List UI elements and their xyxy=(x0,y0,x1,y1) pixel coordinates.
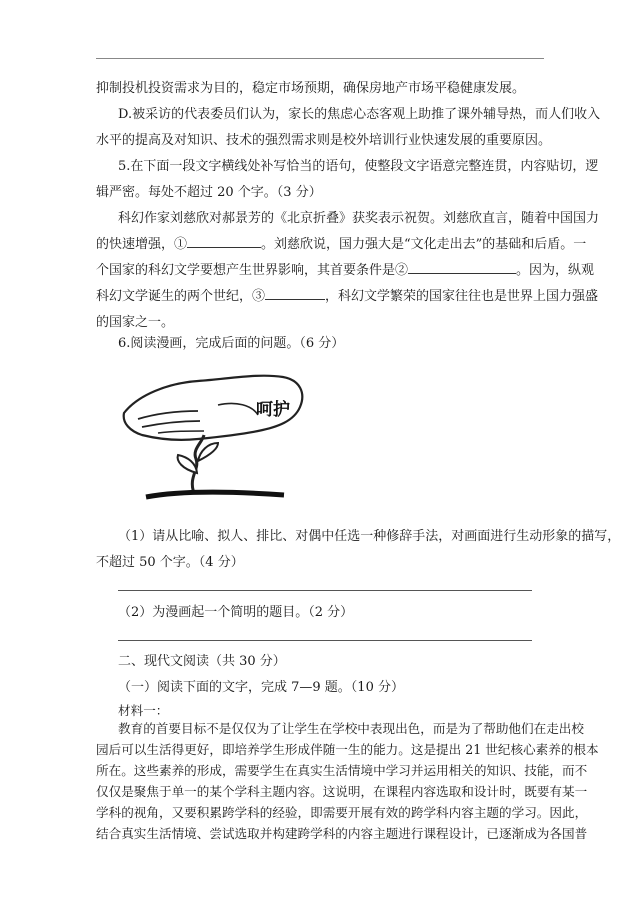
passage-text: ，科幻文学繁荣的国家往往也是世界上国力强盛 xyxy=(325,289,599,304)
question-6-2: （2）为漫画起一个简明的题目。（2 分） xyxy=(118,605,354,620)
question-5-line-2: 辑严密。每处不超过 20 个字。（3 分） xyxy=(96,185,322,200)
material-line-2: 园后可以生活得更好，即培养学生形成伴随一生的能力。这是提出 21 世纪核心素养的根本 xyxy=(96,742,599,757)
section-2-1-heading: （一）阅读下面的文字，完成 7—9 题。（10 分） xyxy=(118,680,404,695)
passage-line-4 xyxy=(96,284,599,310)
cartoon-word: 呵护 xyxy=(256,400,290,419)
passage-text: 的快速增强，① xyxy=(96,237,188,252)
question-6-1-line-2: 不超过 50 个字。（4 分） xyxy=(96,555,244,570)
fill-blank-3[interactable] xyxy=(265,285,325,300)
passage-line-3 xyxy=(96,258,595,284)
option-d-line-1: D.被采访的代表委员们认为，家长的焦虑心态客观上助推了课外辅导热，而人们收入 xyxy=(118,107,601,122)
answer-line-1[interactable] xyxy=(118,590,532,591)
question-6: 6.阅读漫画，完成后面的问题。（6 分） xyxy=(118,336,345,351)
passage-line-5: 的国家之一。 xyxy=(96,315,175,330)
passage-line-1: 科幻作家刘慈欣对郝景芳的《北京折叠》获奖表示祝贺。刘慈欣直言，随着中国国力 xyxy=(118,211,600,226)
material-line-4: 仅仅是聚焦于单一的某个学科主题内容。这说明，在课程内容选取和设计时，既要有某一 xyxy=(96,784,588,799)
cartoon-image xyxy=(118,365,308,515)
fill-blank-2[interactable] xyxy=(408,259,516,274)
plant-leaf xyxy=(198,443,218,461)
material-line-5: 学科的视角，又要积累跨学科的经验，即需要开展有效的跨学科内容主题的学习。因此， xyxy=(96,805,588,820)
material-line-6: 结合真实生活情境、尝试选取并构建跨学科的内容主题进行课程设计，已逐渐成为各国普 xyxy=(96,826,588,841)
question-6-1-line-1: （1）请从比喻、拟人、排比、对偶中任选一种修辞手法，对画面进行生动形象的描写， xyxy=(118,529,621,544)
material-line-3: 所在。这些素养的形成，需要学生在真实生活情境中学习并运用相关的知识、技能，而不 xyxy=(96,763,588,778)
text-line: 抑制投机投资需求为目的，稳定市场预期，确保房地产市场平稳健康发展。 xyxy=(96,81,526,96)
passage-text: 。因为，纵观 xyxy=(516,263,595,278)
ground xyxy=(146,492,284,497)
option-d-line-2: 水平的提高及对知识、技术的强烈需求则是校外培训行业快速发展的重要原因。 xyxy=(96,133,552,148)
passage-text: 。刘慈欣说，国力强大是“文化走出去”的基础和后盾。一 xyxy=(261,237,587,252)
material-1-label: 材料一： xyxy=(118,703,169,718)
passage-text: 个国家的科幻文学要想产生世界影响，其首要条件是② xyxy=(96,263,409,278)
material-line-1: 教育的首要目标不是仅仅为了让学生在学校中表现出色，而是为了帮助他们在走出校 xyxy=(118,721,584,736)
passage-text: 科幻文学诞生的两个世纪，③ xyxy=(96,289,266,304)
fill-blank-1[interactable] xyxy=(187,233,261,248)
passage-line-2 xyxy=(96,232,587,258)
section-2-heading: 二、现代文阅读（共 30 分） xyxy=(118,654,286,669)
question-5-line-1: 5.在下面一段文字横线处补写恰当的语句，使整段文字语意完整连贯，内容贴切，逻 xyxy=(118,159,599,174)
answer-line-2[interactable] xyxy=(118,640,532,641)
header-rule xyxy=(96,58,544,59)
